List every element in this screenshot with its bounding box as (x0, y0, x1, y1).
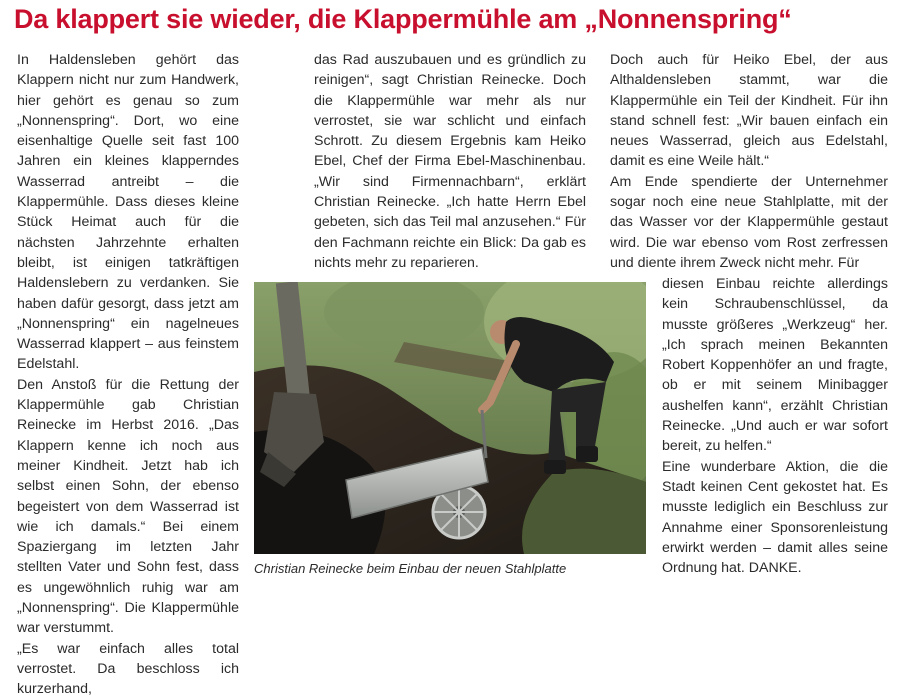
photo-caption: Christian Reinecke beim Einbau der neuen Stahlplatte (254, 561, 567, 576)
article-column-2 (314, 50, 586, 273)
paragraph: „Es war einfach alles total verrostet. Da beschloss ich kurzerhand, (17, 640, 239, 698)
article-photo (254, 282, 646, 554)
paragraph: das Rad auszubauen und es gründlich zu reinigen“, sagt Christian Reinecke. Doch die Klappermühle war mehr als nur verrostet, sie war schlicht und einfach Schrott. Zu diesem Ergebnis kam Heiko Ebel, Chef der Firma Ebel-Maschinenbau. „Wir sind Firmennachbarn“, erklärt Christian Reinecke. „Ich hatte Herrn Ebel gebeten, sich das Teil mal anzusehen.“ Für den Fachmann reichte ein Blick: Da gab es nichts mehr zu reparieren. (314, 52, 586, 271)
article-column-3-top (610, 50, 888, 273)
paragraph: Den Anstoß für die Rettung der Klappermühle gab Christian Reinecke im Herbst 2016. „Das Klappern kenne ich noch aus meiner Kindheit. Jetzt hab ich selbst einen Sohn, der ebenso begeistert von dem Wasserrad ist wie ich damals.“ Bei einem Spaziergang im letzten Jahr stellten Vater und Sohn fest, dass es ungewöhnlich ruhig war am „Nonnenspring“. Die Klappermühle war verstummt. (17, 376, 239, 637)
paragraph: Am Ende spendierte der Unternehmer sogar noch eine neue Stahlplatte, mit der das Wasser vor der Klappermühle gestaut wird. Die war ebenso vom Rost zerfressen und diente ihrem Zweck nicht mehr. Für (610, 173, 888, 271)
photo-illustration (254, 282, 646, 554)
paragraph: In Haldensleben gehört das Klappern nicht nur zum Handwerk, hier gehört es genau so zum „Nonnenspring“. Dort, wo eine eisenhaltige Quelle seit fast 100 Jahren ein kleines klapperndes Wasserrad antreibt – die Klappermühle. Dass dieses kleine Stück Heimat auch für die nächsten Jahrzehnte erhalten bleibt, ist einigen tatkräftigen Haldenslebern zu verdanken. Sie haben dafür gesorgt, dass jetzt am „Nonnenspring“ ein nagelneues Wasserrad klappert – aus feinstem Edelstahl. (17, 52, 239, 373)
paragraph: Eine wunderbare Aktion, die die Stadt keinen Cent gekostet hat. Es musste lediglich ein Beschluss zur Annahme einer Sponsorenleistung erwirkt werden – damit alles seine Ordnung hat. DANKE. (662, 458, 888, 577)
article-column-3-bottom (662, 274, 888, 578)
paragraph: diesen Einbau reichte allerdings kein Schraubenschlüssel, da musste größeres „Werkzeug“ her. „Ich sprach meinen Bekannten Robert Koppenhöfer an und fragte, ob er mit seinem Minibagger aushelfen kann“, erzählt Christian Reinecke. „Und auch er war sofort bereit, zu helfen.“ (662, 276, 888, 455)
article-headline: Da klappert sie wieder, die Klappermühle am „Nonnenspring“ (14, 4, 792, 34)
paragraph: Doch auch für Heiko Ebel, der aus Althaldensleben stammt, war die Klappermühle ein Teil der Kindheit. Für ihn stand schnell fest: „Wir bauen einfach ein neues Wasserrad, gleich aus Edelstahl, damit es eine Weile hält.“ (610, 52, 888, 170)
article-column-1 (17, 50, 239, 700)
